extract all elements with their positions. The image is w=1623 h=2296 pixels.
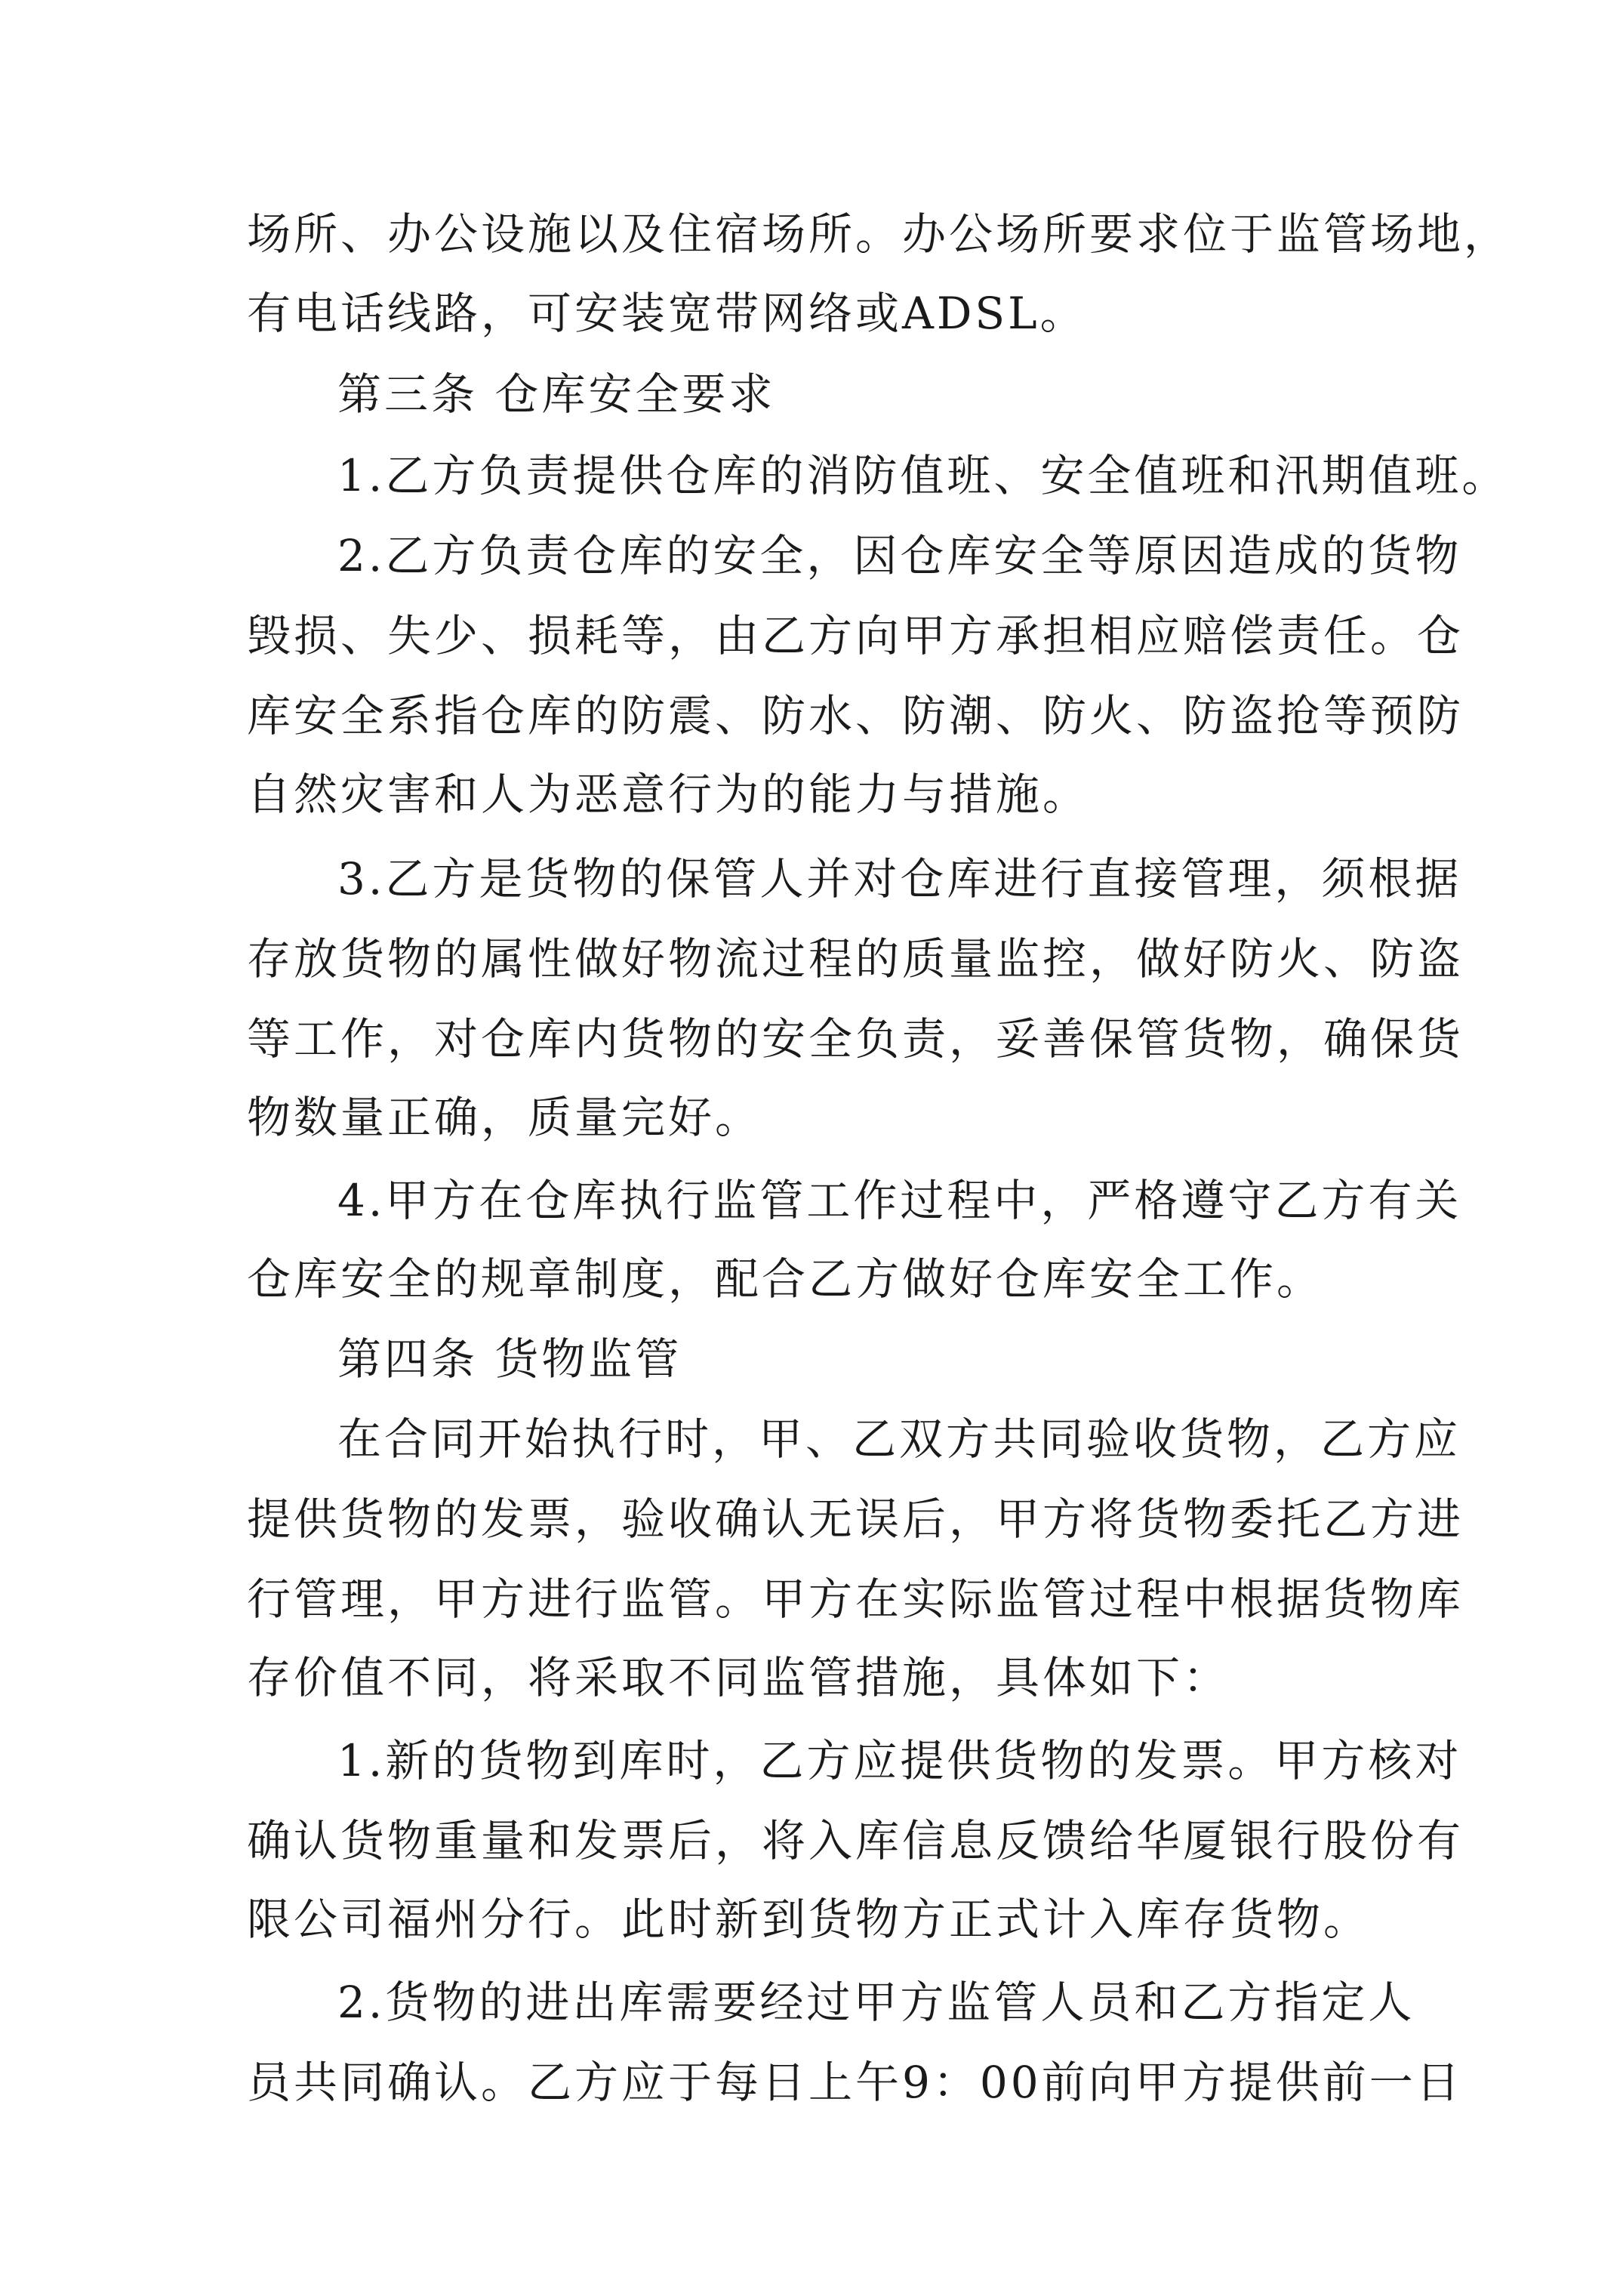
text-line: 行管理，甲方进行监管。甲方在实际监管过程中根据货物库 [247, 1573, 1464, 1625]
text-line: 库安全系指仓库的防震、防水、防潮、防火、防盗抢等预防 [247, 690, 1464, 741]
text-line: 存放货物的属性做好物流过程的质量监控，做好防火、防盗 [247, 933, 1464, 985]
text-line: 提供货物的发票，验收确认无误后，甲方将货物委托乙方进 [247, 1493, 1464, 1545]
text-line: 限公司福州分行。此时新到货物方正式计入库存货物。 [247, 1894, 1371, 1945]
text-line: 场所、办公设施以及住宿场所。办公场所要求位于监管场地， [247, 208, 1511, 260]
text-line: 2.货物的进出库需要经过甲方监管人员和乙方指定人 [337, 1977, 1415, 2028]
text-line: 物数量正确，质量完好。 [247, 1092, 762, 1143]
text-line: 1.乙方负责提供仓库的消防值班、安全值班和汛期值班。 [337, 450, 1509, 501]
text-line: 员共同确认。乙方应于每日上午9：00前向甲方提供前一日 [247, 2057, 1463, 2108]
text-line: 2.乙方负责仓库的安全，因仓库安全等原因造成的货物 [337, 530, 1462, 581]
section-heading: 第三条 仓库安全要求 [337, 368, 776, 420]
text-line: 等工作，对仓库内货物的安全负责，妥善保管货物，确保货 [247, 1013, 1464, 1065]
text-line: 毁损、失少、损耗等，由乙方向甲方承担相应赔偿责任。仓 [247, 610, 1464, 661]
section-heading: 第四条 货物监管 [337, 1333, 682, 1385]
text-line: 存价值不同，将采取不同监管措施，具体如下： [247, 1652, 1230, 1703]
text-line: 1.新的货物到库时，乙方应提供货物的发票。甲方核对 [337, 1735, 1462, 1786]
text-line: 有电话线路，可安装宽带网络或ADSL。 [247, 288, 1087, 339]
text-line: 3.乙方是货物的保管人并对仓库进行直接管理，须根据 [337, 853, 1462, 905]
text-line: 仓库安全的规章制度，配合乙方做好仓库安全工作。 [247, 1253, 1324, 1305]
text-line: 自然灾害和人为恶意行为的能力与措施。 [247, 769, 1090, 820]
text-line: 在合同开始执行时，甲、乙双方共同验收货物，乙方应 [337, 1413, 1461, 1465]
text-line: 确认货物重量和发票后，将入库信息反馈给华厦银行股份有 [247, 1815, 1464, 1866]
text-line: 4.甲方在仓库执行监管工作过程中，严格遵守乙方有关 [337, 1175, 1462, 1226]
